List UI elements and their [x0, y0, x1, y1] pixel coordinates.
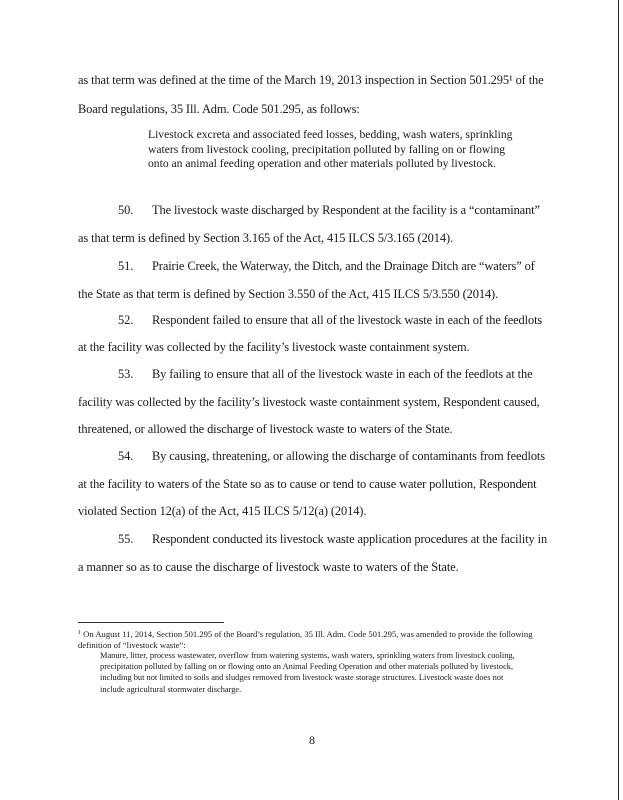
paragraph-number: 52.: [118, 313, 134, 327]
paragraph-54: [118, 449, 545, 464]
footnote: [78, 628, 538, 651]
footnote-quote: Manure, litter, process wastewater, overflow from watering systems, wash waters, sprinkling waters from livestock cooling, precipitation polluted by falling on or flowing onto an Animal Feeding Operation and other materials polluted by livestock, including but not limited to soils and sludges removed from livestock waste storage structures. Livestock waste does not include agricultural stormwater discharge.: [100, 651, 515, 694]
page-number: 8: [309, 733, 315, 747]
body-line-2: Board regulations, 35 Ill. Adm. Code 501.295, as follows:: [78, 102, 360, 116]
paragraph-54-line-3: violated Section 12(a) of the Act, 415 ILCS 5/12(a) (2014).: [78, 504, 367, 518]
paragraph-53-line-2: facility was collected by the facility’s livestock waste containment system, Respondent caused,: [78, 395, 540, 409]
body-line-1: as that term was defined at the time of the March 19, 2013 inspection in Section 501.295¹ of the: [78, 73, 544, 87]
paragraph-55-line-2: a manner so as to cause the discharge of livestock waste to waters of the State.: [78, 560, 459, 574]
footnote-text: On August 11, 2014, Section 501.295 of the Board’s regulation, 35 Ill. Adm. Code 501.295, was amended to provide the following definition of “livestock waste”:: [78, 629, 533, 651]
footnote-divider: [78, 622, 224, 623]
paragraph-text: The livestock waste discharged by Respondent at the facility is a “contaminant”: [152, 203, 540, 217]
paragraph-53: [118, 367, 533, 382]
paragraph-52: [118, 313, 542, 328]
paragraph-number: 55.: [118, 532, 134, 546]
paragraph-55: [118, 532, 547, 547]
paragraph-52-line-2: at the facility was collected by the facility’s livestock waste containment system.: [78, 340, 470, 354]
paragraph-text: Respondent failed to ensure that all of the livestock waste in each of the feedlots: [152, 313, 543, 327]
paragraph-text: Prairie Creek, the Waterway, the Ditch, and the Drainage Ditch are “waters” of: [152, 259, 535, 273]
paragraph-50-line-2: as that term is defined by Section 3.165 of the Act, 415 ILCS 5/3.165 (2014).: [78, 231, 453, 245]
page-edge: [618, 0, 619, 800]
paragraph-number: 51.: [118, 259, 134, 273]
paragraph-number: 53.: [118, 367, 134, 381]
paragraph-text: Respondent conducted its livestock waste application procedures at the facility in: [152, 532, 548, 546]
paragraph-54-line-2: at the facility to waters of the State so as to cause or tend to cause water pollution, Respondent: [78, 477, 537, 491]
paragraph-text: By causing, threatening, or allowing the discharge of contaminants from feedlots: [152, 449, 545, 463]
paragraph-number: 54.: [118, 449, 134, 463]
paragraph-text: By failing to ensure that all of the livestock waste in each of the feedlots at the: [152, 367, 533, 381]
paragraph-53-line-3: threatened, or allowed the discharge of livestock waste to waters of the State.: [78, 422, 453, 436]
paragraph-51-line-2: the State as that term is defined by Section 3.550 of the Act, 415 ILCS 5/3.550 (2014).: [78, 287, 499, 301]
footnote-mark: 1: [78, 630, 81, 636]
paragraph-50: [118, 203, 540, 218]
regulation-quote: Livestock excreta and associated feed losses, bedding, wash waters, sprinkling waters from livestock cooling, precipitation polluted by falling on or flowing onto an animal feeding operation and other materials polluted by livestock.: [148, 128, 513, 171]
paragraph-number: 50.: [118, 203, 134, 217]
paragraph-51: [118, 259, 535, 274]
